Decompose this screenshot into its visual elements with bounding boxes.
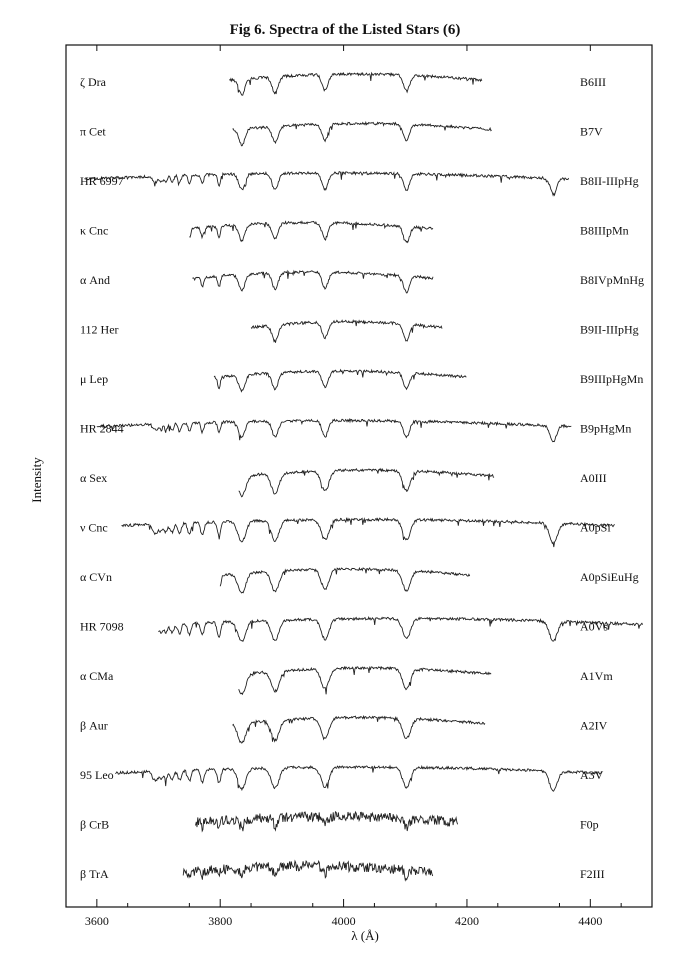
- star-name-label: α CVn: [80, 570, 112, 584]
- spectrum-line: [196, 812, 458, 831]
- star-name-label: β Aur: [80, 718, 108, 733]
- star-name-label: ν Cnc: [80, 520, 108, 535]
- spectrum-line: [189, 221, 433, 242]
- star-name-label: μ Lep: [80, 372, 109, 386]
- spectral-type-label: B9pHgMn: [580, 421, 632, 436]
- spectral-type-label: B8IIIpMn: [580, 223, 629, 238]
- spectral-type-label: A0pSi: [580, 520, 611, 535]
- spectra-rows: [80, 73, 644, 881]
- spectrum-line: [239, 667, 491, 695]
- x-tick-label: 4200: [454, 914, 479, 928]
- spectrum-line: [193, 271, 434, 293]
- spectral-type-label: A2IV: [580, 718, 608, 733]
- spectrum-line: [122, 518, 615, 547]
- spectral-type-label: A0Vs: [580, 619, 609, 634]
- spectrum-line: [85, 172, 569, 196]
- x-tick-label: 3800: [208, 914, 233, 928]
- star-name-label: α Sex: [80, 471, 108, 485]
- star-name-label: π Cet: [80, 124, 106, 139]
- spectral-type-label: B9II-IIIpHg: [580, 322, 639, 337]
- star-name-label: β TrA: [80, 867, 109, 881]
- star-name-label: HR 2844: [80, 421, 124, 436]
- x-tick-label: 4400: [578, 914, 603, 928]
- star-name-label: κ Cnc: [80, 223, 109, 238]
- spectral-type-label: A0III: [580, 471, 607, 485]
- x-tick-label: 4000: [331, 914, 356, 928]
- star-name-label: HR 7098: [80, 619, 124, 634]
- spectrum-line: [220, 568, 470, 593]
- x-axis-ticks: [85, 45, 621, 928]
- chart-title: Fig 6. Spectra of the Listed Stars (6): [229, 22, 461, 38]
- spectral-type-label: A3V: [580, 768, 604, 782]
- y-axis-label: Intensity: [29, 457, 44, 503]
- spectrum-line: [230, 73, 482, 95]
- spectral-type-label: A1Vm: [580, 669, 613, 683]
- spectrum-line: [115, 766, 602, 791]
- star-name-label: 112 Her: [80, 322, 119, 337]
- spectrum-line: [233, 716, 486, 743]
- star-name-label: α CMa: [80, 669, 114, 683]
- spectral-type-label: B6III: [580, 75, 606, 89]
- spectrum-line: [97, 419, 572, 441]
- star-name-label: 95 Leo: [80, 768, 114, 782]
- spectrum-line: [183, 861, 433, 880]
- star-name-label: HR 6997: [80, 174, 124, 188]
- spectral-type-label: F2III: [580, 867, 605, 881]
- spectrum-line: [159, 617, 643, 641]
- spectral-type-label: B9IIIpHgMn: [580, 372, 644, 386]
- spectral-type-label: B7V: [580, 124, 603, 139]
- spectrum-line: [233, 122, 492, 146]
- star-name-label: α And: [80, 273, 110, 287]
- spectrum-line: [214, 370, 467, 392]
- x-axis-label: λ (Å): [351, 928, 379, 943]
- spectrum-line: [239, 469, 494, 497]
- star-name-label: ζ Dra: [80, 75, 106, 89]
- spectral-type-label: B8IVpMnHg: [580, 273, 645, 287]
- star-name-label: β CrB: [80, 817, 110, 832]
- spectral-type-label: F0p: [580, 817, 599, 832]
- spectral-type-label: A0pSiEuHg: [580, 570, 639, 584]
- spectrum-line: [251, 320, 442, 342]
- spectral-type-label: B8II-IIIpHg: [580, 174, 639, 188]
- x-tick-label: 3600: [84, 914, 109, 928]
